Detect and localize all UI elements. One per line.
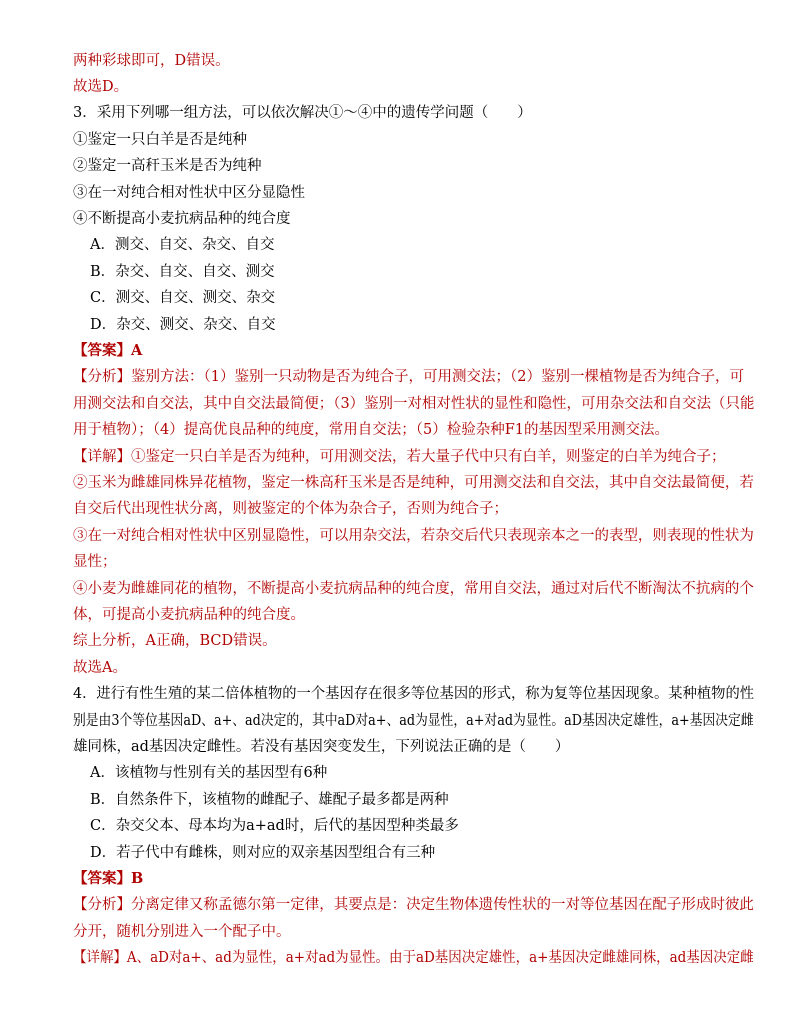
question-item: ③在一对纯合相对性状中区分显隐性 [73, 185, 305, 201]
explanation-text: 综上分析，A正确，BCD错误。 [73, 633, 277, 649]
question-item: ②鉴定一高秆玉米是否为纯种 [73, 158, 262, 174]
analysis-text: 用测交法和自交法，其中自交法最简便；（3）鉴别一对相对性状的显性和隐性，可用杂交法和自交法（只能 [73, 396, 755, 412]
question-3-stem: 3．采用下列哪一组方法，可以依次解决①～④中的遗传学问题（ ） [73, 105, 532, 121]
analysis-text: 【分析】分离定律又称孟德尔第一定律，其要点是：决定生物体遗传性状的一对等位基因在配子形成时彼此 [73, 897, 754, 913]
option-d: D．若子代中有雌株，则对应的双亲基因型组合有三种 [90, 845, 436, 861]
question-4-stem: 4．进行有性生殖的某二倍体植物的一个基因存在很多等位基因的形式，称为复等位基因现象。某种植物的性 [73, 686, 755, 702]
option-a: A．测交、自交、杂交、自交 [90, 237, 275, 253]
analysis-text: 【分析】鉴别方法：（1）鉴别一只动物是否为纯合子，可用测交法；（2）鉴别一棵植物是否为纯合子，可 [73, 369, 744, 385]
explanation-text: 【详解】A、aD对a+、ad为显性，a+对ad为显性。由于aD基因决定雄性，a+基因决定雌雄同株，ad基因决定雌 [73, 950, 754, 966]
analysis-text: 用于植物）；（4）提高优良品种的纯度，常用自交法；（5）检验杂种F1的基因型采用测交法。 [73, 422, 669, 438]
option-a: A．该植物与性别有关的基因型有6种 [90, 765, 328, 781]
question-4-stem: 雄同株，ad基因决定雌性。若没有基因突变发生，下列说法正确的是（ ） [73, 739, 570, 755]
option-b: B．自然条件下，该植物的雌配子、雄配子最多都是两种 [90, 792, 449, 808]
explanation-text: 体，可提高小麦抗病品种的纯合度。 [73, 607, 305, 623]
explanation-text: 【详解】①鉴定一只白羊是否为纯种，可用测交法，若大量子代中只有白羊，则鉴定的白羊为纯合子； [73, 449, 726, 465]
answer-label: 【答案】B [73, 870, 144, 887]
question-item: ④不断提高小麦抗病品种的纯合度 [73, 211, 291, 227]
explanation-text: ②玉米为雌雄同株异花植物，鉴定一株高秆玉米是否是纯种，可用测交法和自交法，其中自交法最简便，若 [73, 475, 754, 491]
question-4-stem: 别是由3个等位基因aD、a+、ad决定的，其中aD对a+、ad为显性，a+对ad为显性。aD基因决定雄性，a+基因决定雌 [73, 713, 754, 729]
text-line: 两种彩球即可，D错误。 [73, 53, 230, 69]
explanation-text: ③在一对纯合相对性状中区别显隐性，可以用杂交法，若杂交后代只表现亲本之一的表型，则表现的性状为 [73, 528, 754, 544]
text-line: 故选D。 [73, 79, 129, 95]
option-b: B．杂交、自交、自交、测交 [90, 264, 275, 280]
option-c: C．杂交父本、母本均为a+ad时，后代的基因型种类最多 [90, 818, 459, 834]
question-item: ①鉴定一只白羊是否是纯种 [73, 132, 247, 148]
explanation-text: ④小麦为雌雄同花的植物，不断提高小麦抗病品种的纯合度，常用自交法，通过对后代不断淘汰不抗病的个 [73, 581, 754, 597]
explanation-text: 显性； [73, 554, 117, 570]
explanation-text: 自交后代出现性状分离，则被鉴定的个体为杂合子，否则为纯合子； [73, 501, 508, 517]
option-c: C．测交、自交、测交、杂交 [90, 290, 276, 306]
option-d: D．杂交、测交、杂交、自交 [90, 317, 276, 333]
answer-label: 【答案】A [73, 342, 143, 359]
explanation-text: 故选A。 [73, 660, 127, 676]
analysis-text: 分开，随机分别进入一个配子中。 [73, 924, 291, 940]
